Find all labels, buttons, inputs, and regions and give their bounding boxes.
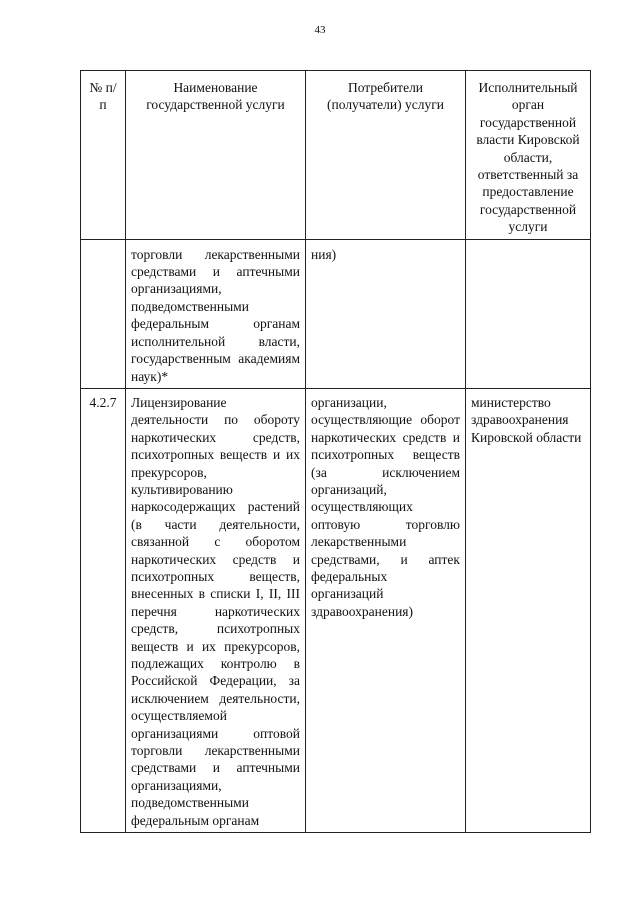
cell-authority <box>466 239 591 388</box>
header-authority: Исполнительный орган государственной власти Кировской области, ответственный за предоставление государственной услуги <box>466 71 591 240</box>
cell-service-name: торговли лекарственными средствами и аптечными организациями, подведомственными федеральным органам исполнительной власти, государственным академиям наук)* <box>126 239 306 388</box>
header-consumers: Потребители (получатели) услуги <box>306 71 466 240</box>
cell-service-name: Лицензирование деятельности по обороту наркотических средств, психотропных веществ и их прекурсоров, культивированию наркосодержащих растений (в части деятельности, связанной с оборотом наркотических средств и психотропных веществ, внесенных в списки I, II, III перечня наркотических средств, психотропных веществ и их прекурсоров, подлежащих контролю в Российской Федерации, за исключением деятельности, осуществляемой организациями оптовой торговли лекарственными средствами и аптечными организациями, подведомственными федеральным органам <box>126 388 306 832</box>
cell-consumers: ния) <box>306 239 466 388</box>
table-header-row <box>81 71 591 240</box>
table-row-continuation <box>81 239 591 388</box>
cell-authority: министерство здравоохранения Кировской области <box>466 388 591 832</box>
services-table <box>80 70 591 833</box>
cell-num: 4.2.7 <box>81 388 126 832</box>
cell-num <box>81 239 126 388</box>
table-row-4-2-7 <box>81 388 591 832</box>
header-service-name: Наименование государственной услуги <box>126 71 306 240</box>
header-num: № п/п <box>81 71 126 240</box>
page-number: 43 <box>314 24 326 36</box>
cell-consumers: организации, осуществляющие оборот наркотических средств и психотропных веществ (за исключением организаций, осуществляющих оптовую торговлю лекарственными средствами, и аптек федеральных организаций здравоохранения) <box>306 388 466 832</box>
